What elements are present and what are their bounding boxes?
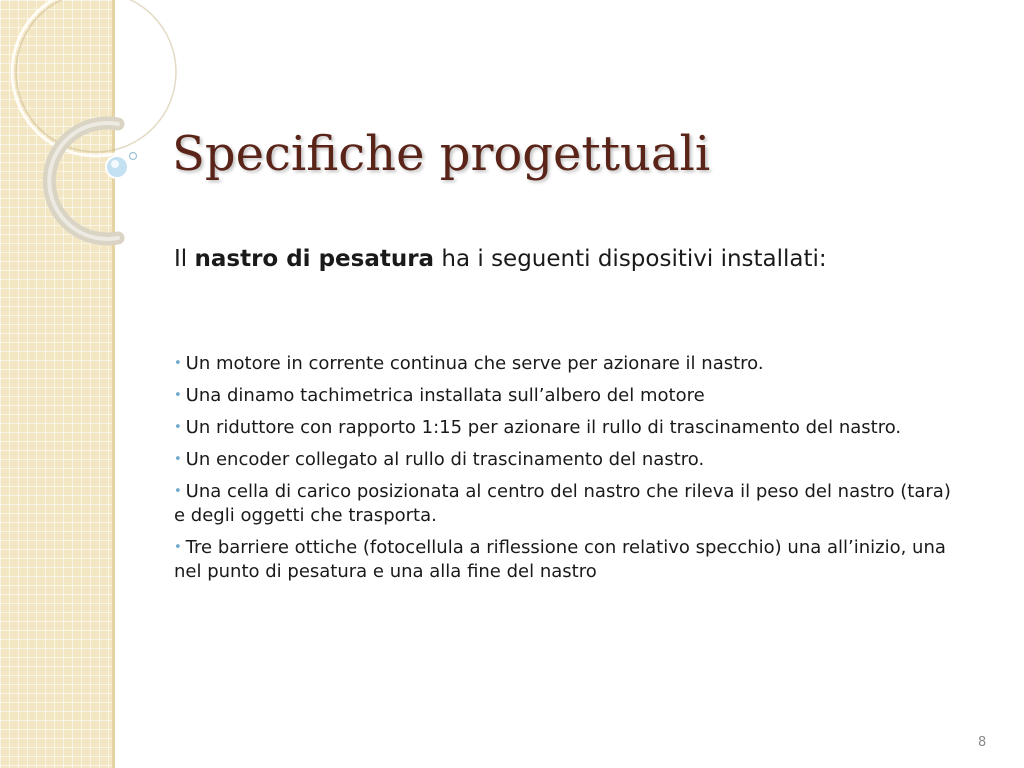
page-number: 8 bbox=[978, 735, 987, 750]
list-item-text: Una dinamo tachimetrica installata sull’albero del motore bbox=[185, 385, 705, 406]
circle-rings-icon bbox=[0, 0, 200, 260]
list-item bbox=[174, 448, 964, 472]
bullet-dot-icon: • bbox=[174, 356, 182, 371]
list-item-text: Un riduttore con rapporto 1:15 per azionare il rullo di trascinamento del nastro. bbox=[185, 417, 902, 438]
list-item bbox=[174, 480, 964, 528]
bullet-dot-icon: • bbox=[174, 452, 182, 467]
bullet-dot-icon: • bbox=[174, 388, 182, 403]
intro-text-end: ha i seguenti dispositivi installati: bbox=[434, 246, 827, 272]
bullet-list bbox=[174, 352, 964, 592]
list-item bbox=[174, 352, 964, 376]
slide-title: Specifiche progettuali bbox=[172, 126, 711, 182]
intro-text-start: Il bbox=[174, 246, 195, 272]
list-item bbox=[174, 384, 964, 408]
bullet-dot-icon: • bbox=[174, 484, 182, 499]
bullet-dot-icon: • bbox=[174, 540, 182, 555]
list-item-text: Una cella di carico posizionata al centro del nastro che rileva il peso del nastro (tara) e degli oggetti che trasporta. bbox=[174, 481, 951, 526]
list-item-text: Un motore in corrente continua che serve per azionare il nastro. bbox=[185, 353, 764, 374]
bullet-dot-icon: • bbox=[174, 420, 182, 435]
intro-text bbox=[174, 246, 827, 272]
list-item bbox=[174, 416, 964, 440]
list-item bbox=[174, 536, 964, 584]
list-item-text: Un encoder collegato al rullo di trascinamento del nastro. bbox=[185, 449, 705, 470]
intro-text-bold: nastro di pesatura bbox=[194, 246, 435, 272]
list-item-text: Tre barriere ottiche (fotocellula a riflessione con relativo specchio) una all’inizio, una nel punto di pesatura e una alla fine del nastro bbox=[174, 537, 946, 582]
